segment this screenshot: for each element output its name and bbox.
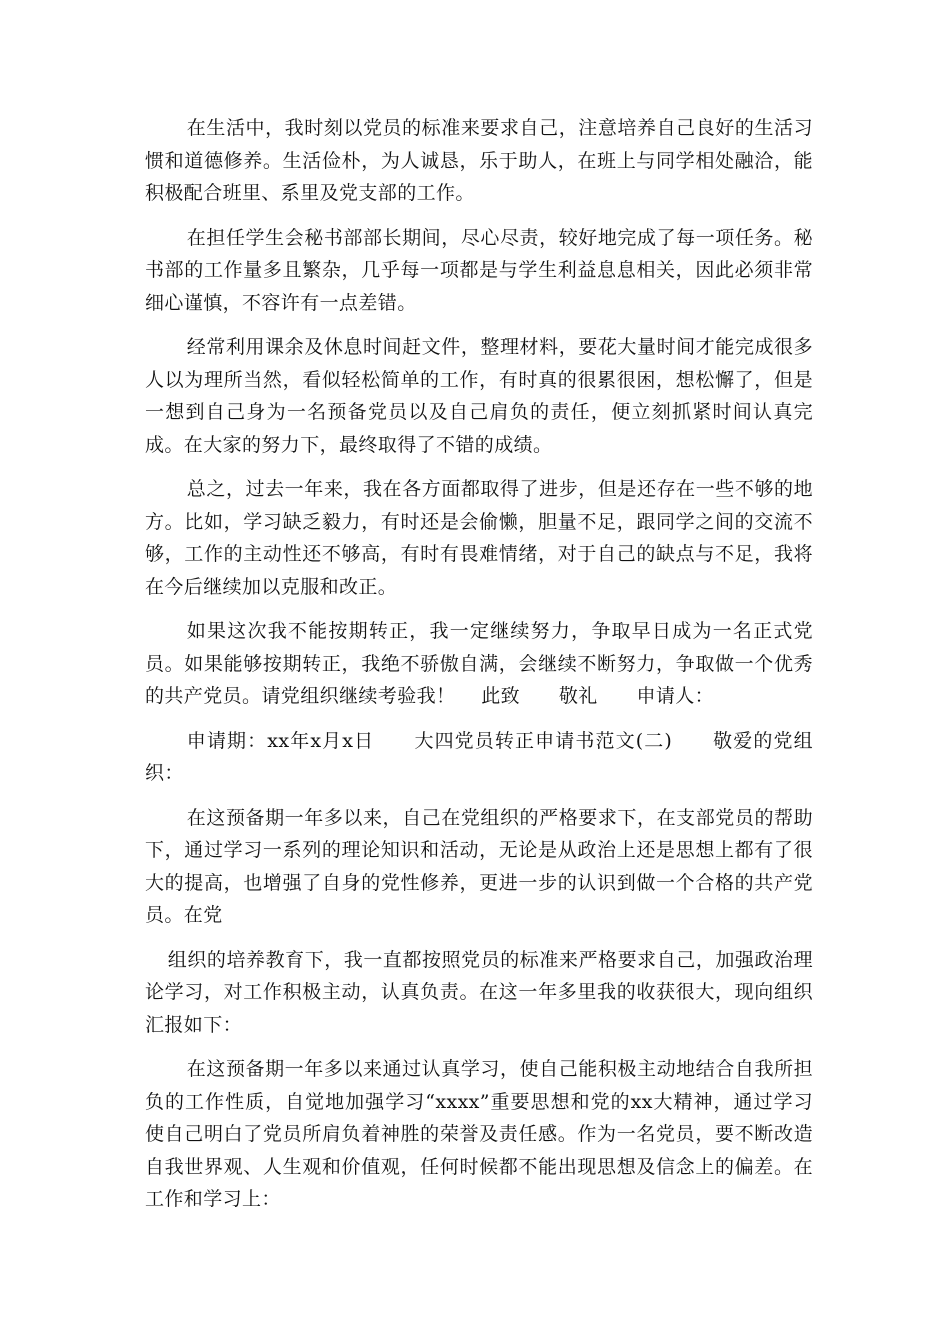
document-body	[145, 112, 813, 1228]
paragraph-date-and-title: 申请期：xx年x月x日 大四党员转正申请书范文(二) 敬爱的党组织：	[145, 729, 813, 784]
paragraph-probation-intro: 在这预备期一年多以来，自己在党组织的严格要求下，在支部党员的帮助下，通过学习一系列的理论知识和活动，无论是从政治上还是思想上都有了很大的提高，也增强了自身的党性修养，更进一步的认识到做一个合格的共产党员。在党	[145, 806, 813, 926]
paragraph-conclusion: 如果这次我不能按期转正，我一定继续努力，争取早日成为一名正式党员。如果能够按期转正，我绝不骄傲自满，会继续不断努力，争取做一个优秀的共产党员。请党组织继续考验我！ 此致 敬礼 申请人：	[145, 620, 813, 707]
paragraph-organization-guidance: 组织的培养教育下，我一直都按照党员的标准来严格要求自己，加强政治理论学习，对工作积极主动，认真负责。在这一年多里我的收获很大，现向组织汇报如下：	[145, 948, 813, 1036]
paragraph-study-report: 在这预备期一年多以来通过认真学习，使自己能积极主动地结合自我所担负的工作性质，自觉地加强学习“xxxx”重要思想和党的xx大精神，通过学习使自己明白了党员所肩负着神胜的荣誉及责任感。作为一名党员，要不断改造自我世界观、人生观和价值观，任何时候都不能出现思想及信念上的偏差。在工作和学习上：	[145, 1058, 813, 1210]
paragraph-life: 在生活中，我时刻以党员的标准来要求自己，注意培养自己良好的生活习惯和道德修养。生活俭朴，为人诚恳，乐于助人，在班上与同学相处融洽，能积极配合班里、系里及党支部的工作。	[145, 117, 813, 204]
paragraph-extra-work: 经常利用课余及休息时间赶文件，整理材料，要花大量时间才能完成很多人以为理所当然，看似轻松简单的工作，有时真的很累很困，想松懈了，但是一想到自己身为一名预备党员以及自己肩负的责任，便立刻抓紧时间认真完成。在大家的努力下，最终取得了不错的成绩。	[145, 336, 813, 456]
paragraph-secretary-role: 在担任学生会秘书部部长期间，尽心尽责，较好地完成了每一项任务。秘书部的工作量多且繁杂，几乎每一项都是与学生利益息息相关，因此必须非常细心谨慎，不容许有一点差错。	[145, 226, 813, 314]
paragraph-summary: 总之，过去一年来，我在各方面都取得了进步，但是还存在一些不够的地方。比如，学习缺乏毅力，有时还是会偷懒，胆量不足，跟同学之间的交流不够，工作的主动性还不够高，有时有畏难情绪，对于自己的缺点与不足，我将在今后继续加以克服和改正。	[145, 478, 813, 598]
